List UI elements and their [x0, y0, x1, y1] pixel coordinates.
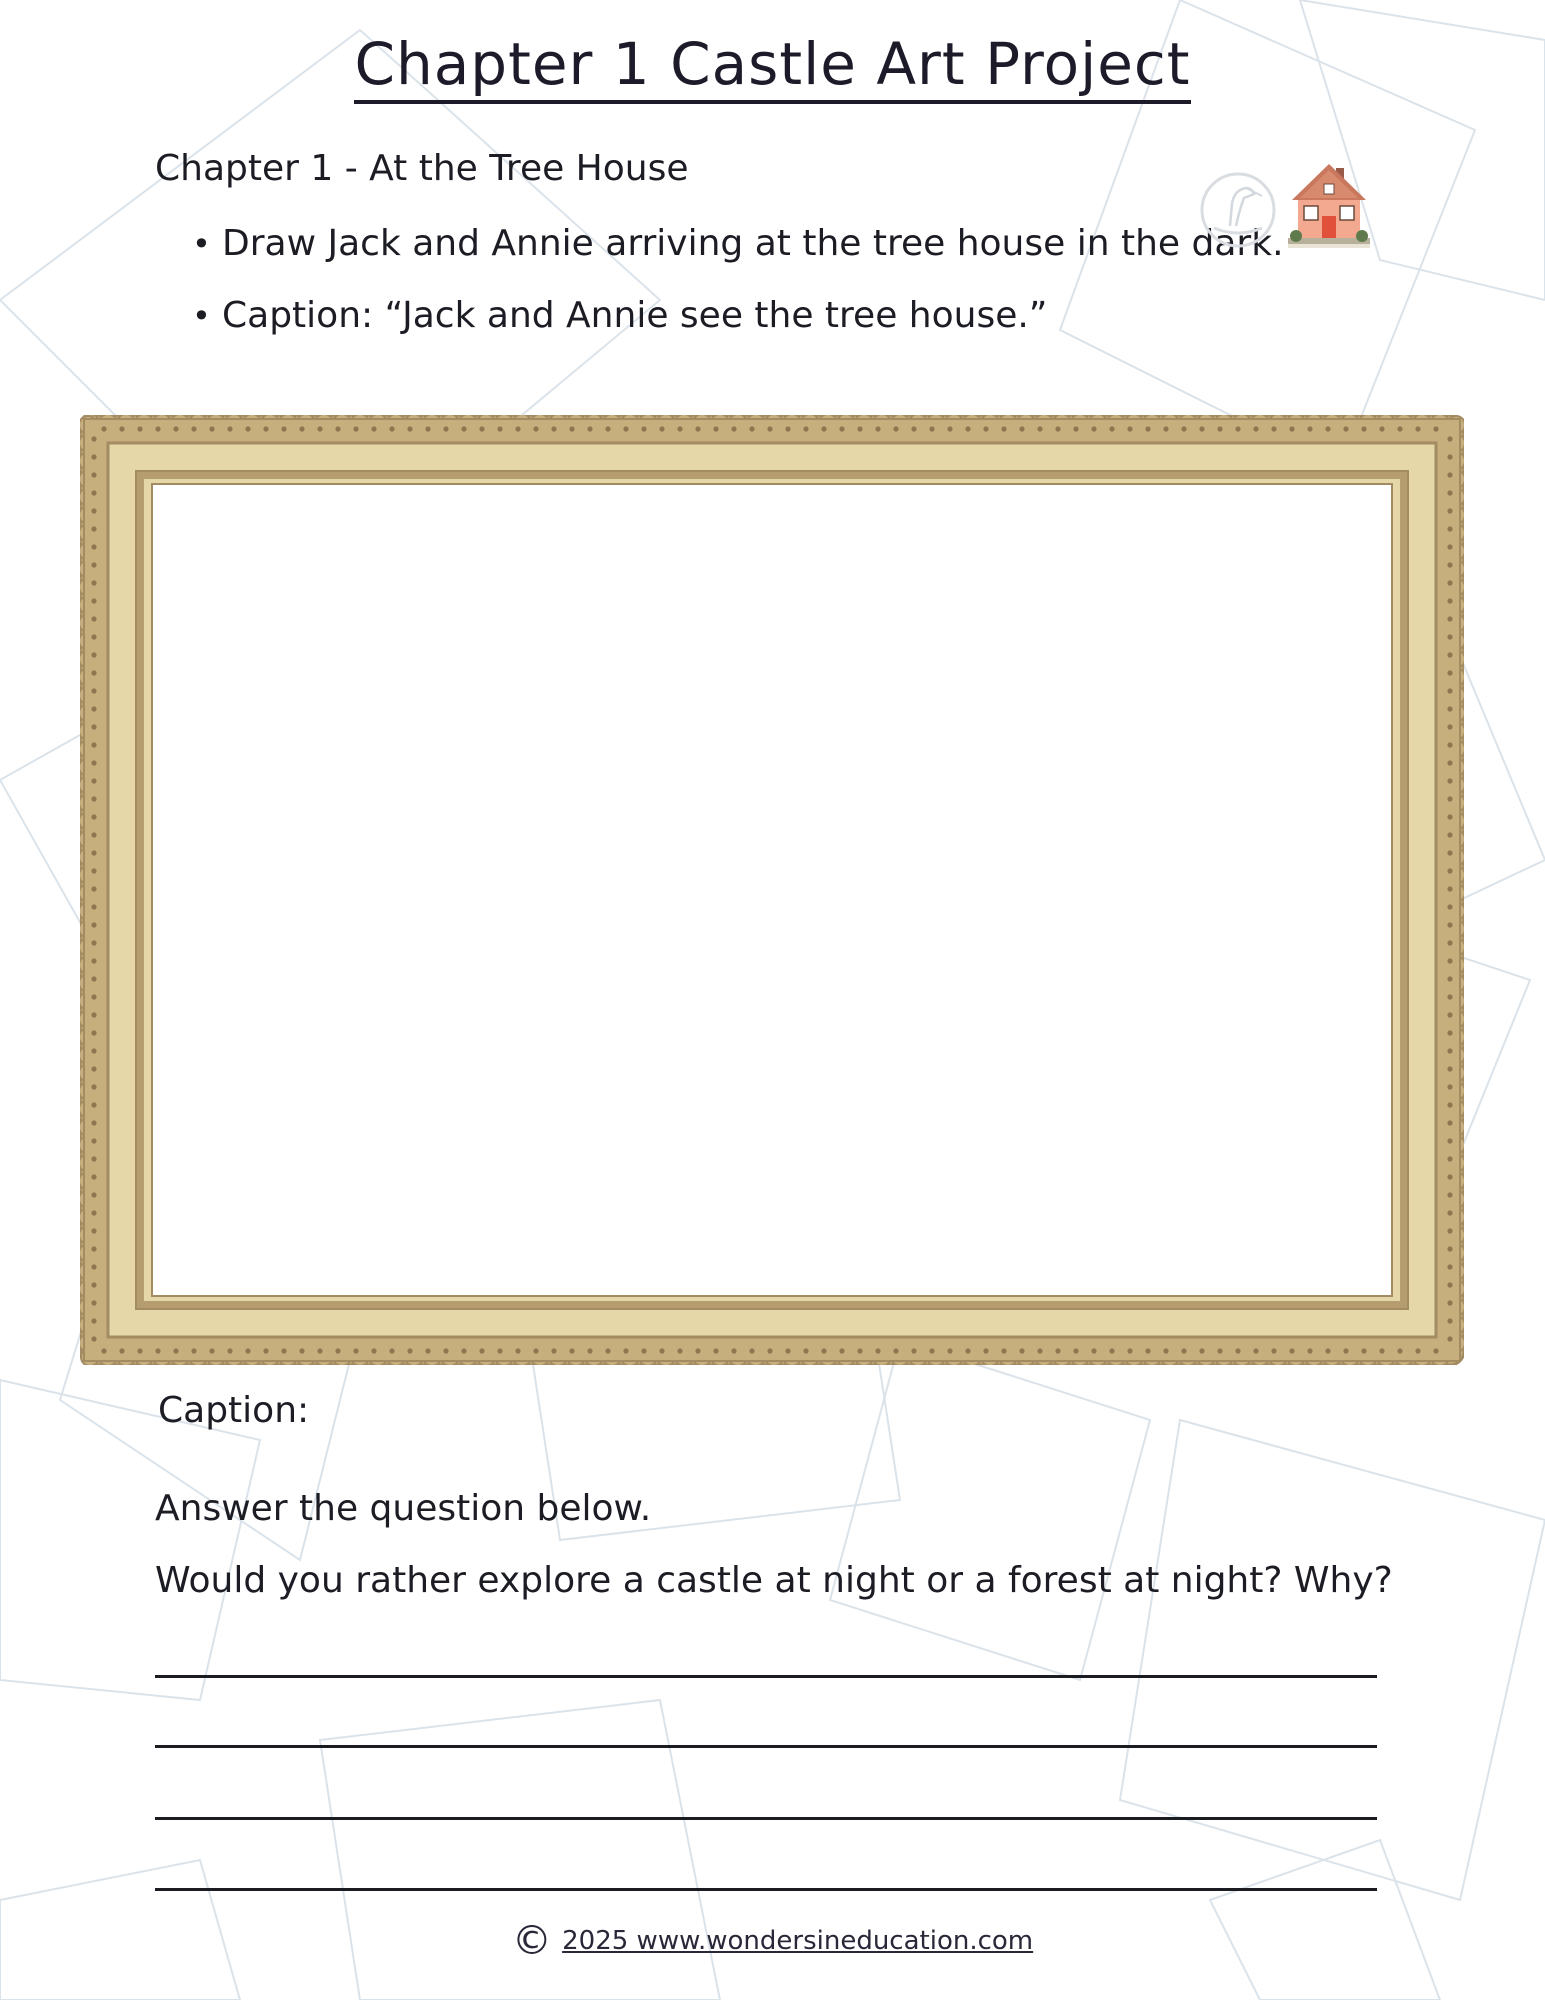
- instruction-item: • Caption: “Jack and Annie see the tree house.”: [222, 290, 1284, 362]
- caption-label: Caption:: [158, 1390, 310, 1431]
- question-text: Would you rather explore a castle at night or a forest at night? Why?: [155, 1560, 1393, 1601]
- house-icon: [1284, 160, 1374, 252]
- stork-logo-icon: [1196, 168, 1280, 252]
- instruction-item: • Draw Jack and Annie arriving at the tree house in the dark.: [222, 218, 1284, 290]
- copyright-icon: ©: [511, 1918, 552, 1964]
- answer-line[interactable]: [155, 1675, 1377, 1678]
- answer-line[interactable]: [155, 1817, 1377, 1820]
- instruction-list: [222, 218, 1284, 362]
- footer: [0, 1918, 1545, 1964]
- drawing-area[interactable]: [152, 484, 1392, 1296]
- chapter-heading: Chapter 1 - At the Tree House: [155, 148, 689, 189]
- footer-link[interactable]: 2025 www.wondersineducation.com: [562, 1926, 1034, 1956]
- answer-line[interactable]: [155, 1888, 1377, 1891]
- answer-instruction: Answer the question below.: [155, 1488, 652, 1529]
- page-title: [0, 30, 1545, 98]
- answer-line[interactable]: [155, 1745, 1377, 1748]
- page-title-text: Chapter 1 Castle Art Project: [354, 30, 1190, 104]
